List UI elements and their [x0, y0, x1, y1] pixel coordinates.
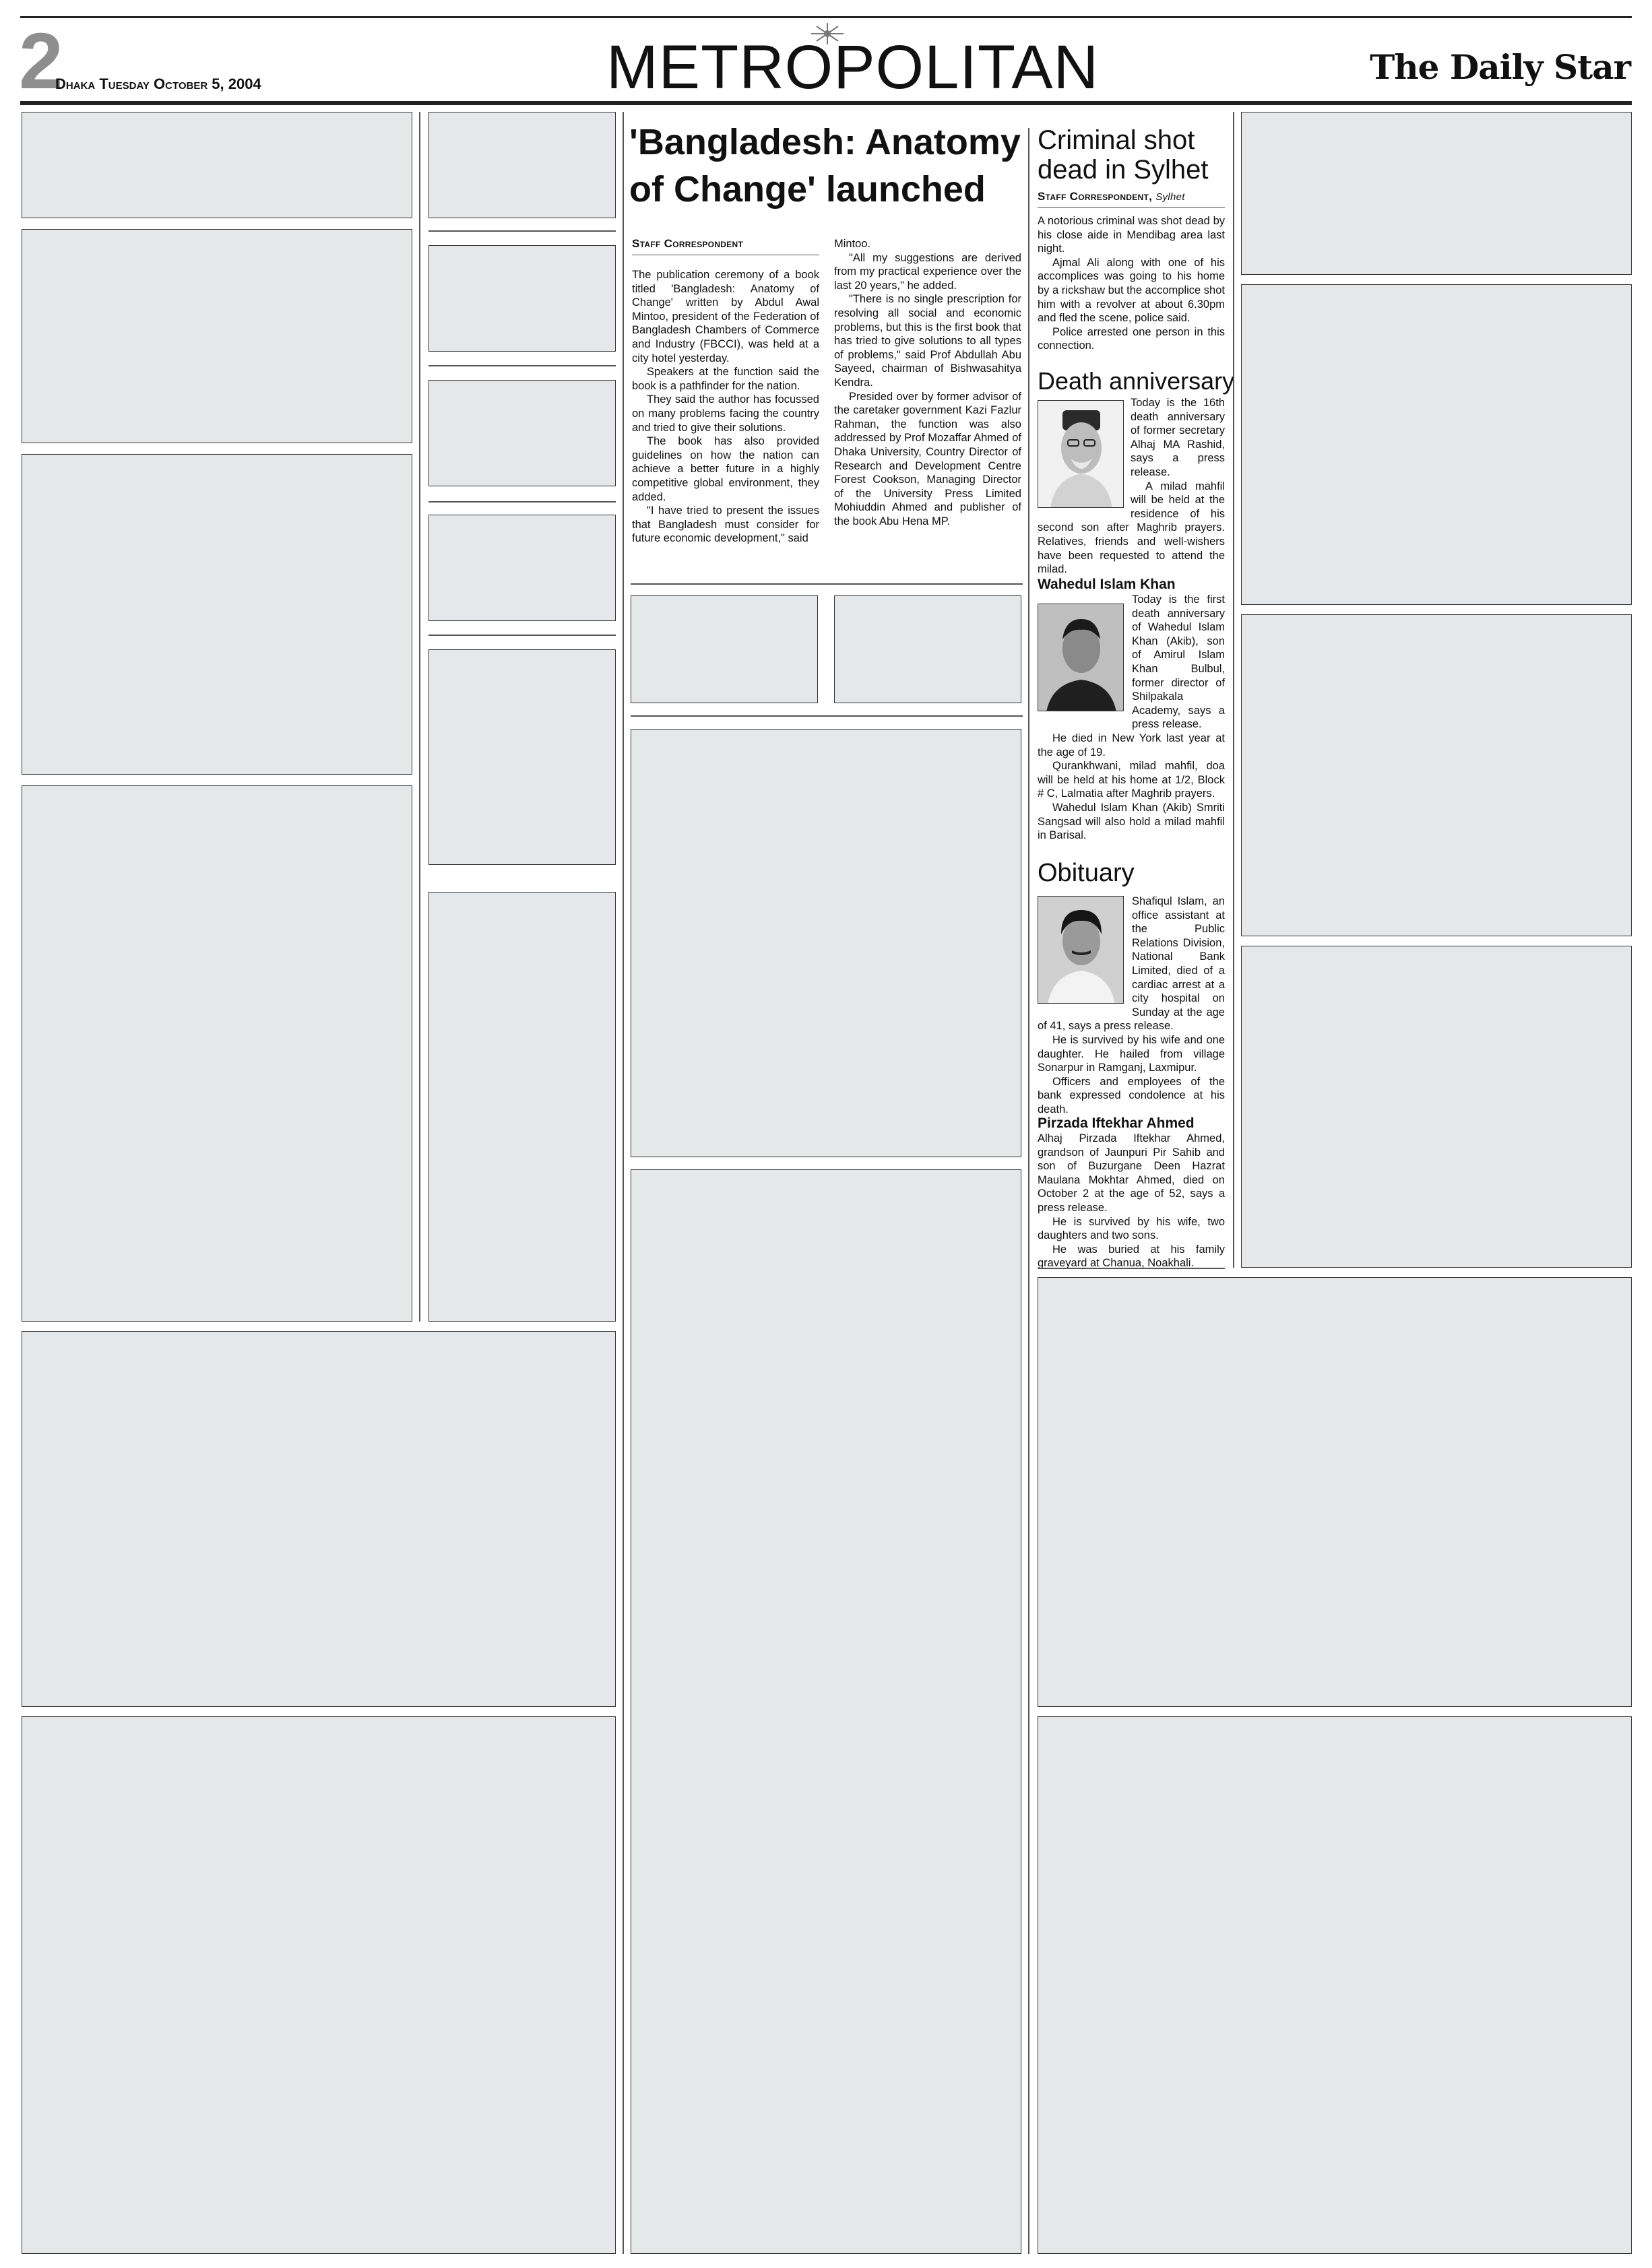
ad-placeholder-center-1 — [631, 595, 818, 703]
column-rule-left — [419, 112, 420, 1322]
ad-placeholder-center-2 — [834, 595, 1021, 703]
narrow-rule-4 — [428, 635, 616, 636]
section-title: METROPOLITAN — [606, 33, 1100, 102]
lead-column-1 — [632, 268, 819, 546]
ad-placeholder-left-1 — [22, 112, 412, 218]
crime-byline-rule — [1038, 207, 1225, 208]
ad-placeholder-right-1 — [1241, 112, 1632, 275]
ad-placeholder-left-3 — [22, 454, 412, 775]
shafiqul-para: Officers and employees of the bank expressed condolence at his death. — [1038, 1075, 1225, 1115]
pirzada-para: He was buried at his family graveyard at Chanua, Noakhali. — [1038, 1243, 1225, 1270]
masthead-bottom-rule — [20, 101, 1632, 105]
crime-body — [1038, 214, 1225, 353]
death-anniversary-item-2 — [1038, 593, 1225, 843]
pirzada-name: Pirzada Iftekhar Ahmed — [1038, 1115, 1195, 1131]
wahedul-para: Qurankhwani, milad mahfil, doa will be held at his home at 1/2, Block # C, Lalmatia after Maghrib prayers. — [1038, 760, 1225, 800]
wahedul-name: Wahedul Islam Khan — [1038, 577, 1176, 592]
crime-byline-label: Staff Correspondent, — [1038, 190, 1153, 203]
death-anniversary-heading: Death anniversary — [1038, 367, 1235, 395]
lead-col1-para: "I have tried to present the issues that Bangladesh must consider for future economic development," said — [632, 505, 819, 545]
lead-col1-para: They said the author has focussed on many problems facing the country and tried to give their solutions. — [632, 393, 819, 434]
wahedul-para: He died in New York last year at the age of 19. — [1038, 732, 1225, 758]
ad-placeholder-narrow-5 — [428, 649, 616, 865]
ad-placeholder-narrow-1 — [428, 112, 616, 218]
lead-col1-para: The book has also provided guidelines on how the nation can achieve a better future in a highly competitive global environment, they added. — [632, 435, 819, 503]
ad-placeholder-left-6 — [22, 1716, 616, 2254]
death-anniv-para: Today is the 16th death anniversary of former secretary Alhaj MA Rashid, says a press release. — [1131, 397, 1225, 478]
paper-logo: The Daily Star — [1370, 47, 1630, 87]
death-anniversary-item-1 — [1038, 396, 1225, 577]
ad-placeholder-right-5 — [1038, 1277, 1632, 1707]
lead-bottom-rule — [631, 583, 1023, 585]
narrow-rule-2 — [428, 365, 616, 366]
obituary-item-1 — [1038, 895, 1225, 1117]
ad-placeholder-left-5 — [22, 1331, 616, 1707]
lead-column-2 — [834, 237, 1021, 528]
lead-headline: 'Bangladesh: Anatomy of Change' launched — [629, 122, 1021, 209]
pirzada-para: Alhaj Pirzada Iftekhar Ahmed, grandson of Jaunpuri Pir Sahib and son of Buzurgane Deen Hazrat Maulana Mokhtar Ahmed, died on October 2 at the age of 52, says a press release. — [1038, 1132, 1225, 1214]
center-rule-2 — [631, 715, 1023, 717]
obituary-bottom-rule — [1038, 1268, 1225, 1269]
column-rule-center-right — [1028, 128, 1029, 2254]
page-number: 2 — [19, 17, 63, 106]
obituary-item-2 — [1038, 1132, 1225, 1270]
narrow-rule-3 — [428, 501, 616, 503]
lead-col2-para: "There is no single prescription for resolving all social and economic problems, but this is the first book that has tried to give solutions to all types of problems," said Prof Abdullah Abu Sayeed, chairman of Bishwasahitya Kendra. — [834, 293, 1021, 389]
lead-byline: Staff Correspondent — [632, 237, 744, 250]
ad-placeholder-center-3 — [631, 729, 1021, 1157]
wahedul-para: Wahedul Islam Khan (Akib) Smriti Sangsad will also hold a milad mahfil in Barisal. — [1038, 801, 1225, 842]
ad-placeholder-right-4 — [1241, 946, 1632, 1268]
wahedul-para: Today is the first death anniversary of Wahedul Islam Khan (Akib), son of Amirul Islam Khan Bulbul, former director of Shilpakala Academy, says a press release. — [1132, 593, 1225, 731]
death-anniv-para: A milad mahfil will be held at the residence of his second son after Maghrib prayers. Relatives, friends and well-wishers have been requested to attend the milad. — [1038, 480, 1225, 576]
lead-col1-para: Speakers at the function said the book is a pathfinder for the nation. — [632, 366, 819, 392]
lead-col2-para: "All my suggestions are derived from my practical experience over the last 20 years," he added. — [834, 251, 1021, 292]
ad-placeholder-narrow-3 — [428, 380, 616, 486]
ad-placeholder-narrow-6 — [428, 892, 616, 1322]
crime-para: Ajmal Ali along with one of his accomplices was going to his home by a rickshaw but the accomplice shot him with a revolver at about 6.30pm and fled the scene, police said. — [1038, 256, 1225, 325]
crime-byline — [1038, 190, 1228, 203]
pirzada-para: He is survived by his wife, two daughters and two sons. — [1038, 1215, 1225, 1242]
crime-para: A notorious criminal was shot dead by his close aide in Mendibag area last night. — [1038, 215, 1225, 255]
ad-placeholder-left-2 — [22, 229, 412, 443]
crime-byline-place: Sylhet — [1155, 191, 1185, 203]
column-rule-right — [1233, 112, 1234, 1268]
column-rule-center-left — [623, 112, 624, 2254]
shafiqul-para: Shafiqul Islam, an office assistant at the Public Relations Division, National Bank Limited, died of a cardiac arrest at a city hospital on Sunday at the age of 41, says a press release. — [1038, 895, 1225, 1033]
ad-placeholder-right-2 — [1241, 284, 1632, 605]
ad-placeholder-narrow-4 — [428, 515, 616, 621]
crime-headline: Criminal shot dead in Sylhet — [1038, 125, 1209, 185]
ad-placeholder-right-3 — [1241, 614, 1632, 936]
ad-placeholder-left-4 — [22, 785, 412, 1322]
masthead-top-rule — [20, 16, 1632, 18]
lead-col2-para: Presided over by former advisor of the caretaker government Kazi Fazlur Rahman, the function was also addressed by Prof Mozaffar Ahmed of Dhaka University, Country Director of Research and Development Centre Forest Cookson, Managing Director of the University Press Limited Mohiuddin Ahmed and publisher of the book Abu Hena MP. — [834, 390, 1021, 527]
narrow-rule-1 — [428, 230, 616, 232]
shafiqul-para: He is survived by his wife and one daughter. He hailed from village Sonarpur in Ramganj, Laxmipur. — [1038, 1033, 1225, 1074]
lead-col2-para: Mintoo. — [834, 238, 871, 250]
obituary-heading: Obituary — [1038, 859, 1135, 887]
crime-para: Police arrested one person in this connection. — [1038, 325, 1225, 352]
lead-col1-para: The publication ceremony of a book titled 'Bangladesh: Anatomy of Change' written by Abdul Awal Mintoo, president of the Federation of Bangladesh Chambers of Commerce and Industry (FBCCI), was held at a city hotel yesterday. — [632, 269, 819, 364]
dateline: Dhaka Tuesday October 5, 2004 — [55, 75, 261, 92]
ad-placeholder-center-4 — [631, 1169, 1021, 2254]
ad-placeholder-right-6 — [1038, 1716, 1632, 2254]
ad-placeholder-narrow-2 — [428, 245, 616, 352]
